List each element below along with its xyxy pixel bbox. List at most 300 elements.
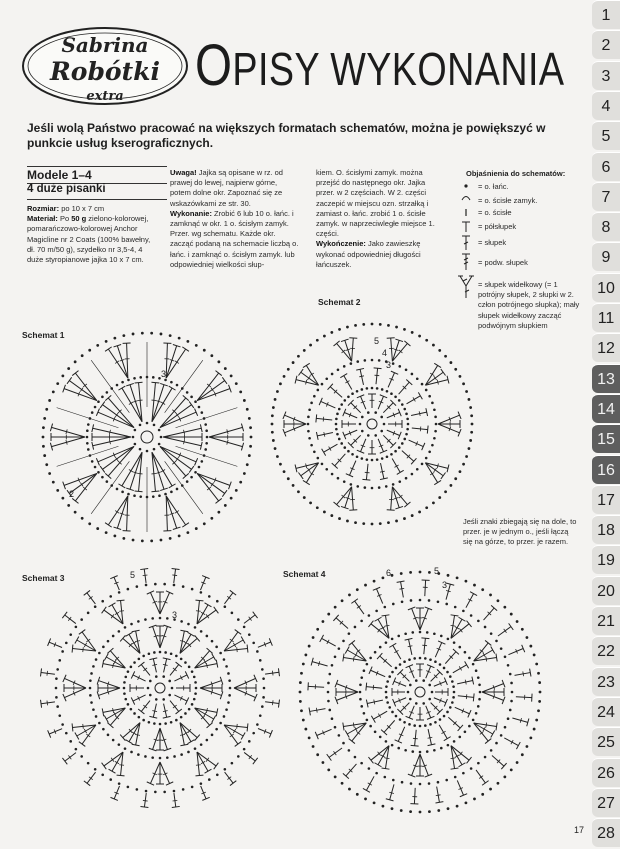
tab-3[interactable]: 3 — [592, 61, 620, 90]
round-number: 5 — [434, 566, 440, 576]
stitch-post — [352, 487, 354, 510]
stitch-post — [82, 725, 96, 744]
chain-dot — [45, 463, 48, 466]
chain-dot — [206, 739, 209, 742]
chain-dot — [208, 778, 211, 781]
chain-dot — [127, 670, 130, 673]
stitch-top — [230, 590, 236, 595]
chain-dot — [65, 732, 68, 735]
stitch-top — [459, 617, 466, 621]
chain-dot — [356, 455, 359, 458]
chain-dot — [227, 672, 230, 675]
stitch-cross — [523, 671, 524, 676]
chain-dot — [184, 661, 187, 664]
chain-dot — [419, 751, 422, 754]
chain-dot — [354, 756, 357, 759]
chain-dot — [86, 442, 89, 445]
chain-dot — [175, 655, 178, 658]
chain-dot — [421, 383, 424, 386]
chain-dot — [279, 463, 282, 466]
chain-dot — [472, 719, 475, 722]
stitch-cross — [83, 724, 84, 729]
tab-19[interactable]: 19 — [592, 545, 620, 574]
chain-dot — [231, 612, 234, 615]
chain-dot — [153, 448, 156, 451]
stitch-cross — [316, 708, 317, 713]
chain-dot — [425, 457, 428, 460]
tab-8[interactable]: 8 — [592, 212, 620, 241]
tab-1[interactable]: 1 — [592, 0, 620, 29]
stitch-post — [117, 346, 128, 378]
stitch-cross — [479, 776, 483, 779]
tab-10[interactable]: 10 — [592, 273, 620, 302]
stitch-post — [424, 638, 426, 654]
chain-dot — [109, 595, 112, 598]
chain-dot — [303, 496, 306, 499]
stitch-cross — [180, 641, 185, 642]
stitch-post — [438, 415, 460, 424]
chain-dot — [279, 382, 282, 385]
stitch-cross — [380, 471, 385, 472]
chain-dot — [204, 423, 207, 426]
stitch-post — [351, 435, 361, 445]
chain-dot — [468, 447, 471, 450]
tab-25[interactable]: 25 — [592, 727, 620, 756]
chain-dot — [462, 610, 465, 613]
stitch-top — [41, 700, 42, 708]
chain-dot — [454, 776, 457, 779]
chain-dot — [158, 443, 161, 446]
stitch-post — [284, 424, 306, 433]
tab-7[interactable]: 7 — [592, 182, 620, 211]
chain-dot — [55, 687, 58, 690]
stitch-post — [150, 592, 160, 614]
tab-20[interactable]: 20 — [592, 576, 620, 605]
chain-dot — [74, 511, 77, 514]
stitch-post — [197, 752, 216, 766]
chain-dot — [67, 367, 70, 370]
tab-16[interactable]: 16 — [592, 455, 620, 484]
stitch-top — [470, 592, 477, 596]
chain-dot — [134, 429, 137, 432]
stitch-cross — [206, 708, 207, 713]
chain-dot — [379, 323, 382, 326]
chain-dot — [364, 798, 367, 801]
chain-dot — [195, 687, 198, 690]
stitch-top — [387, 338, 395, 339]
chain-dot — [537, 672, 540, 675]
chain-dot — [421, 463, 424, 466]
stitch-cross — [80, 482, 83, 486]
stitch-cross — [353, 723, 354, 728]
chain-dot — [410, 599, 413, 602]
chain-dot — [330, 514, 333, 517]
chain-dot — [150, 332, 153, 335]
stitch-top — [185, 697, 188, 704]
chain-dot — [416, 377, 419, 380]
chain-dot — [451, 680, 454, 683]
stitch-top — [516, 742, 520, 749]
chain-dot — [235, 489, 238, 492]
chain-dot — [435, 423, 438, 426]
stitch-post — [224, 632, 238, 651]
chain-dot — [228, 679, 231, 682]
chain-dot — [323, 335, 326, 338]
chain-dot — [230, 374, 233, 377]
stitch-top — [151, 382, 159, 383]
stitch-top — [79, 742, 85, 747]
stitch-top — [176, 662, 182, 667]
chain-dot — [101, 476, 104, 479]
stitch-post — [329, 748, 342, 757]
chain-dot — [431, 444, 434, 447]
chain-dot — [173, 584, 176, 587]
chain-dot — [168, 694, 171, 697]
tab-27[interactable]: 27 — [592, 788, 620, 817]
chain-dot — [292, 484, 295, 487]
chain-dot — [364, 359, 367, 362]
chain-dot — [124, 626, 127, 629]
slip-stitch-symbol-icon — [462, 197, 470, 201]
stitch-post — [153, 704, 156, 718]
stitch-post — [166, 346, 177, 378]
stitch-cross — [334, 751, 337, 755]
chain-dot — [163, 791, 166, 794]
chain-dot — [409, 571, 412, 574]
stitch-top — [182, 347, 189, 351]
chain-dot — [69, 633, 72, 636]
chain-dot — [468, 657, 471, 660]
chain-dot — [450, 484, 453, 487]
chain-dot — [101, 396, 104, 399]
chain-dot — [398, 365, 401, 368]
chain-dot — [340, 442, 343, 445]
chain-dot — [69, 740, 72, 743]
chain-dot — [453, 691, 456, 694]
stitch-cross — [113, 708, 114, 713]
stitch-top — [235, 742, 241, 747]
tab-28[interactable]: 28 — [592, 818, 620, 847]
chain-dot — [317, 457, 320, 460]
chain-dot — [153, 722, 156, 725]
stitch-cross — [175, 511, 179, 514]
chain-dot — [374, 411, 377, 414]
chain-dot — [354, 324, 357, 327]
chain-dot — [223, 658, 226, 661]
stitch-top — [382, 768, 390, 769]
chain-dot — [287, 368, 290, 371]
chain-dot — [123, 687, 126, 690]
chain-dot — [510, 613, 513, 616]
chain-dot — [428, 450, 431, 453]
stitch-cross — [175, 361, 179, 364]
chain-dot — [106, 391, 109, 394]
chain-dot — [230, 497, 233, 500]
chain-dot — [383, 776, 386, 779]
round-number: 5 — [374, 336, 380, 346]
stitch-top — [362, 479, 370, 480]
chain-dot — [328, 709, 331, 712]
chain-dot — [105, 340, 108, 343]
tab-9[interactable]: 9 — [592, 242, 620, 271]
chain-dot — [450, 361, 453, 364]
stitch-post — [335, 454, 346, 466]
stitch-top — [172, 568, 180, 569]
tab-13[interactable]: 13 — [592, 364, 620, 393]
tab-22[interactable]: 22 — [592, 636, 620, 665]
chain-dot — [434, 430, 437, 433]
chain-dot — [256, 723, 259, 726]
stitch-post — [498, 627, 511, 636]
chain-dot — [429, 723, 432, 726]
chain-dot — [276, 455, 279, 458]
stitch-post — [383, 435, 393, 445]
stitch-post — [448, 717, 460, 728]
logo-line-extra: extra — [86, 89, 124, 104]
chain-dot — [391, 807, 394, 810]
stitch-top — [387, 510, 395, 511]
chain-dot — [465, 580, 468, 583]
tab-24[interactable]: 24 — [592, 697, 620, 726]
chain-dot — [180, 620, 183, 623]
chain-dot — [292, 361, 295, 364]
chain-dot — [259, 659, 262, 662]
stitch-cross — [399, 588, 404, 589]
stitch-post — [393, 645, 401, 659]
round-number: 2 — [69, 489, 75, 499]
chain-dot — [462, 463, 465, 466]
chain-dot — [200, 591, 203, 594]
stitch-post — [160, 592, 170, 614]
chain-dot — [217, 511, 220, 514]
chain-dot — [225, 665, 228, 668]
chain-dot — [191, 588, 194, 591]
chain-dot — [386, 390, 389, 393]
chain-dot — [187, 623, 190, 626]
chain-dot — [490, 632, 493, 635]
tab-2[interactable]: 2 — [592, 30, 620, 59]
chain-dot — [122, 334, 125, 337]
chain-dot — [86, 436, 89, 439]
chain-dot — [406, 418, 409, 421]
chain-dot — [403, 408, 406, 411]
stitch-post — [324, 444, 338, 452]
stitch-post — [366, 687, 382, 689]
stitch-top — [185, 671, 188, 678]
chain-dot — [373, 580, 376, 583]
stitch-post — [41, 672, 55, 674]
stitch-post — [391, 338, 393, 361]
stitch-post — [310, 709, 326, 712]
tab-26[interactable]: 26 — [592, 758, 620, 787]
chain-dot — [475, 669, 478, 672]
chain-dot — [433, 632, 436, 635]
stitch-post — [336, 684, 358, 692]
chain-dot — [516, 761, 519, 764]
stitch-post — [93, 428, 131, 437]
chain-dot — [338, 408, 341, 411]
chain-dot — [322, 761, 325, 764]
chain-dot — [364, 584, 367, 587]
chain-dot — [356, 793, 359, 796]
chain-dot — [86, 429, 89, 432]
chain-dot — [456, 576, 459, 579]
stitch-post — [367, 700, 383, 703]
chain-dot — [385, 696, 388, 699]
chain-dot — [313, 450, 316, 453]
stitch-post — [244, 752, 255, 761]
stitch-cross — [230, 734, 234, 737]
chain-dot — [363, 669, 366, 672]
treble-symbol-icon — [462, 236, 470, 250]
chain-dot — [521, 628, 524, 631]
chain-dot — [360, 620, 363, 623]
chain-dot — [200, 630, 203, 633]
stitch-cross — [115, 361, 119, 364]
stitch-top — [205, 603, 212, 607]
chain-dot — [470, 431, 473, 434]
stitch-top — [79, 630, 85, 635]
chain-dot — [308, 408, 311, 411]
chain-dot — [92, 708, 95, 711]
tab-23[interactable]: 23 — [592, 667, 620, 696]
stitch-post — [399, 382, 410, 394]
chain-dot — [403, 721, 406, 724]
stitch-cross — [135, 734, 140, 735]
stitch-top — [126, 740, 133, 744]
stitch-post — [439, 725, 447, 739]
chain-dot — [371, 487, 374, 490]
chain-dot — [507, 664, 510, 667]
chain-dot — [509, 709, 512, 712]
stitch-post — [466, 594, 474, 608]
chain-dot — [392, 362, 395, 365]
round-number: 6 — [386, 568, 392, 578]
chain-dot — [121, 491, 124, 494]
stitch-top — [215, 498, 221, 503]
chain-dot — [331, 373, 334, 376]
chain-dot — [98, 652, 101, 655]
chain-dot — [418, 511, 421, 514]
schema-2-label: Schemat 2 — [318, 297, 361, 307]
chain-dot — [470, 767, 473, 770]
chain-dot — [124, 676, 127, 679]
chain-dot — [216, 600, 219, 603]
tab-12[interactable]: 12 — [592, 333, 620, 362]
chain-dot — [239, 390, 242, 393]
chain-dot — [201, 411, 204, 414]
chain-dot — [283, 470, 286, 473]
chain-dot — [216, 773, 219, 776]
chain-dot — [478, 683, 481, 686]
chain-dot — [404, 632, 407, 635]
chain-dot — [136, 585, 139, 588]
chain-dot — [186, 391, 189, 394]
stitch-post — [166, 343, 167, 378]
column-instructions-1 — [170, 168, 300, 270]
tab-6[interactable]: 6 — [592, 152, 620, 181]
tab-14[interactable]: 14 — [592, 394, 620, 423]
chain-dot — [462, 382, 465, 385]
chain-dot — [405, 477, 408, 480]
chain-dot — [411, 331, 414, 334]
stitch-top — [205, 769, 212, 773]
chain-dot — [341, 782, 344, 785]
stitch-cross — [86, 639, 90, 642]
chain-dot — [446, 671, 449, 674]
chain-dot — [399, 718, 402, 721]
chain-dot — [248, 633, 251, 636]
stitch-post — [98, 688, 120, 695]
stitch-post — [166, 496, 177, 528]
stitch-cross — [176, 457, 179, 461]
stitch-post — [160, 626, 167, 648]
stitch-top — [441, 472, 446, 478]
tab-18[interactable]: 18 — [592, 515, 620, 544]
chain-dot — [537, 709, 540, 712]
chain-dot — [200, 743, 203, 746]
stitch-cross — [307, 376, 310, 380]
stitch-post — [87, 772, 96, 783]
chain-dot — [272, 439, 275, 442]
chain-dot — [343, 480, 346, 483]
tab-21[interactable]: 21 — [592, 606, 620, 635]
chain-dot — [159, 651, 162, 654]
chain-dot — [428, 571, 431, 574]
chain-dot — [391, 711, 394, 714]
stitch-post — [200, 688, 222, 695]
chain-dot — [304, 728, 307, 731]
center-ring — [415, 687, 425, 697]
chain-dot — [495, 742, 498, 745]
round-number: 4 — [382, 348, 388, 358]
chain-dot — [437, 600, 440, 603]
stitch-cross — [143, 800, 148, 801]
stitch-post — [322, 638, 336, 646]
tab-11[interactable]: 11 — [592, 303, 620, 332]
chain-dot — [366, 387, 369, 390]
chain-dot — [193, 698, 196, 701]
stitch-top — [473, 693, 474, 701]
stitch-post — [166, 496, 167, 531]
chain-dot — [348, 788, 351, 791]
chain-dot — [124, 698, 127, 701]
chain-dot — [397, 635, 400, 638]
size-text: po 10 x 7 cm — [61, 204, 105, 213]
chain-dot — [186, 340, 189, 343]
chain-dot — [144, 755, 147, 758]
chain-dot — [195, 344, 198, 347]
tab-17[interactable]: 17 — [592, 485, 620, 514]
tab-4[interactable]: 4 — [592, 91, 620, 120]
chain-dot — [139, 495, 142, 498]
chain-dot — [219, 722, 222, 725]
stitch-top — [105, 523, 112, 527]
chain-dot — [186, 480, 189, 483]
chain-dot — [403, 517, 406, 520]
chain-dot — [418, 335, 421, 338]
stitch-top — [169, 484, 176, 488]
tab-15[interactable]: 15 — [592, 424, 620, 453]
chain-dot — [58, 659, 61, 662]
chain-dot — [56, 705, 59, 708]
chain-dot — [337, 477, 340, 480]
stitch-cross — [119, 765, 124, 766]
chain-dot — [211, 734, 214, 737]
tab-5[interactable]: 5 — [592, 121, 620, 150]
chain-dot — [166, 617, 169, 620]
chain-dot — [526, 636, 529, 639]
